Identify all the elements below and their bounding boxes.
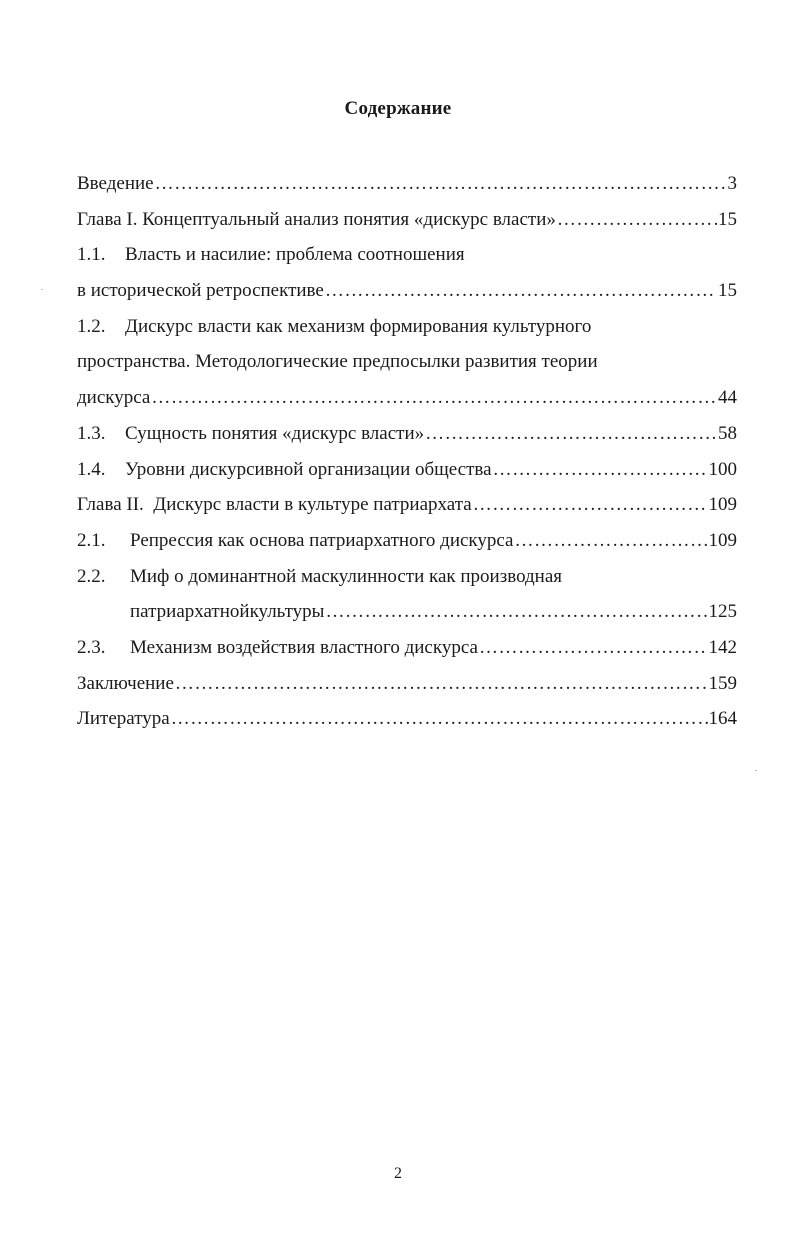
toc-page-number: 164 bbox=[708, 708, 737, 729]
toc-entry-text: патриархатнойкультуры bbox=[130, 601, 325, 622]
toc-entry-2-1[interactable] bbox=[77, 528, 737, 554]
scan-speck bbox=[755, 770, 757, 771]
toc-page-number: 58 bbox=[718, 423, 737, 444]
toc-page-number: 3 bbox=[727, 173, 737, 194]
toc-page-number: 142 bbox=[708, 637, 737, 658]
toc-page-number: 109 bbox=[708, 494, 737, 515]
toc-entry-1-4[interactable] bbox=[77, 457, 737, 483]
toc-page-number: 15 bbox=[718, 280, 737, 301]
toc-page-number: 100 bbox=[708, 459, 737, 480]
toc-entry-2-2-line1[interactable] bbox=[77, 564, 737, 590]
toc-entry-introduction[interactable] bbox=[77, 171, 737, 197]
toc-entry-text: дискурса bbox=[77, 387, 151, 408]
toc-leader-dots bbox=[557, 207, 717, 233]
toc-entry-label: Уровни дискурсивной организации общества bbox=[125, 459, 492, 480]
toc-entry-chapter-2[interactable] bbox=[77, 492, 737, 518]
toc-leader-dots bbox=[515, 528, 708, 554]
toc-entry-text: в исторической ретроспективе bbox=[77, 280, 324, 301]
toc-leader-dots bbox=[493, 457, 708, 483]
toc-entry-text: Миф о доминантной маскулинности как производная bbox=[130, 566, 563, 587]
toc-entry-1-1-line1[interactable] bbox=[77, 242, 737, 268]
toc-page-number: 15 bbox=[718, 209, 737, 230]
toc-section-number: 1.2. bbox=[77, 316, 106, 337]
toc-entry-1-2-line3[interactable] bbox=[77, 385, 737, 411]
toc-entry-text: Заключение bbox=[77, 673, 174, 694]
toc-entry-label: Механизм воздействия властного дискурса bbox=[130, 637, 478, 658]
toc-leader-dots bbox=[151, 385, 717, 411]
page-title: Содержание bbox=[344, 98, 452, 119]
toc-entry-1-3[interactable] bbox=[77, 421, 737, 447]
scan-speck bbox=[41, 289, 43, 290]
toc-entry-text bbox=[77, 635, 478, 661]
toc-entry-text: пространства. Методологические предпосылки развития теории bbox=[77, 351, 598, 372]
toc-entry-text: Власть и насилие: проблема соотношения bbox=[125, 244, 465, 265]
toc-entry-text bbox=[77, 528, 514, 554]
toc-section-number: 1.4. bbox=[77, 459, 106, 480]
toc-leader-dots bbox=[155, 171, 727, 197]
page-number: 2 bbox=[394, 1165, 402, 1182]
toc-entry-text: Дискурс власти как механизм формирования культурного bbox=[125, 316, 592, 337]
toc-entry-text bbox=[77, 457, 492, 483]
toc-leader-dots bbox=[171, 706, 708, 732]
toc-entry-1-1-line2[interactable] bbox=[77, 278, 737, 304]
toc-entry-1-2-line1[interactable] bbox=[77, 314, 737, 340]
toc-page-number: 159 bbox=[708, 673, 737, 694]
toc-page-number: 125 bbox=[708, 601, 737, 622]
toc-entry-text: Литература bbox=[77, 708, 170, 729]
toc-entry-conclusion[interactable] bbox=[77, 671, 737, 697]
toc-section-number: 2.1. bbox=[77, 530, 106, 551]
toc-entry-label: Репрессия как основа патриархатного дискурса bbox=[130, 530, 514, 551]
toc-entry-text: Глава II. Дискурс власти в культуре патриархата bbox=[77, 494, 472, 515]
toc-section-number: 2.3. bbox=[77, 637, 106, 658]
toc-leader-dots bbox=[479, 635, 708, 661]
toc-section-number: 1.3. bbox=[77, 423, 106, 444]
toc-entry-text bbox=[77, 421, 424, 447]
toc-entry-1-2-line2[interactable] bbox=[77, 349, 737, 375]
toc-entry-2-2-line2[interactable] bbox=[130, 599, 737, 625]
toc-entry-text: Введение bbox=[77, 173, 154, 194]
toc-page-number: 109 bbox=[708, 530, 737, 551]
toc-entry-label: Сущность понятия «дискурс власти» bbox=[125, 423, 425, 444]
toc-leader-dots bbox=[175, 671, 708, 697]
toc-entry-2-3[interactable] bbox=[77, 635, 737, 661]
toc-leader-dots bbox=[325, 599, 707, 625]
toc-leader-dots bbox=[425, 421, 717, 447]
toc-entry-text: Глава I. Концептуальный анализ понятия «дискурс власти» bbox=[77, 209, 556, 230]
toc-entry-chapter-1[interactable] bbox=[77, 207, 737, 233]
toc-section-number: 1.1. bbox=[77, 244, 106, 265]
toc-leader-dots bbox=[325, 278, 717, 304]
toc-entry-literature[interactable] bbox=[77, 706, 737, 732]
toc-page-number: 44 bbox=[718, 387, 737, 408]
toc-leader-dots bbox=[473, 492, 708, 518]
toc-section-number: 2.2. bbox=[77, 566, 106, 587]
